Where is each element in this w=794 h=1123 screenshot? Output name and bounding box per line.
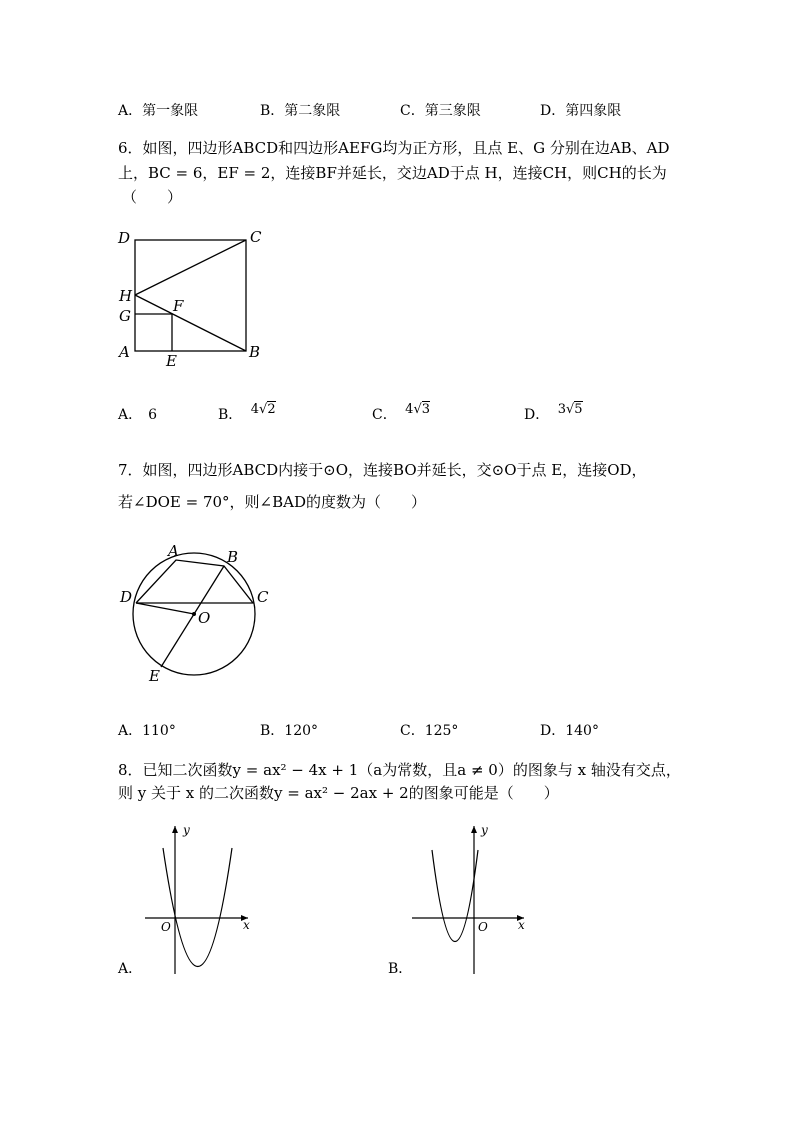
q6-line-2: 上，BC = 6，EF = 2，连接BF并延长，交边AD于点 H，连接CH，则CH的长为 [118, 164, 667, 182]
q6-line-3: （ ） [122, 188, 183, 206]
label-b: B [227, 548, 239, 566]
y-axis-arrow [471, 826, 477, 833]
graph-a-letter: A． [118, 961, 143, 977]
label-h: H [119, 287, 133, 305]
parabola [432, 850, 478, 942]
label-c: C [257, 588, 269, 606]
q5-option-b: B．第二象限 [260, 103, 341, 119]
label-f: F [173, 297, 184, 315]
graph-b-letter: B． [388, 961, 413, 977]
label-d: D [118, 229, 131, 247]
axis-y-label: y [183, 823, 190, 837]
q7-option-c: C．125° [400, 723, 459, 739]
axis-y-label: y [481, 823, 488, 837]
q6-option-d: D． 3√5 [524, 402, 583, 423]
q6-option-b: B． 4√2 [218, 402, 276, 423]
label-c: C [250, 228, 262, 246]
label-b: B [249, 343, 261, 361]
q6-option-a: A． 6 [118, 407, 158, 423]
q8-line-2: 则 y 关于 x 的二次函数y = ax² − 2ax + 2的图象可能是（ ） [118, 784, 559, 802]
origin-label: O [478, 920, 488, 934]
label-g: G [119, 307, 131, 325]
q7-option-d: D．140° [540, 723, 599, 739]
q8-line-1: 8．已知二次函数y = ax² − 4x + 1（a为常数，且a ≠ 0）的图象与 x 轴没有交点， [118, 761, 681, 779]
q7-option-b: B．120° [260, 723, 319, 739]
label-d: D [120, 588, 133, 606]
q5-option-c: C．第三象限 [400, 103, 481, 119]
origin-label: O [161, 920, 171, 934]
label-a: A [168, 542, 179, 560]
q7-line-1: 7．如图，四边形ABCD内接于⊙O，连接BO并延长，交⊙O于点 E，连接OD， [118, 461, 647, 479]
label-e: E [149, 667, 160, 685]
q6-option-c: C． 4√3 [372, 402, 431, 423]
q5-option-a: A．第一象限 [118, 103, 199, 119]
q5-option-d: D．第四象限 [540, 103, 622, 119]
axis-x-label: x [518, 918, 525, 932]
axis-x-label: x [243, 918, 250, 932]
q6-line-1: 6．如图，四边形ABCD和四边形AEFG均为正方形，且点 E、G 分别在边AB、AD [118, 139, 670, 157]
label-e: E [166, 352, 177, 370]
q7-option-a: A．110° [118, 723, 176, 739]
label-o: O [198, 609, 211, 627]
q7-line-2: 若∠DOE = 70°，则∠BAD的度数为（ ） [118, 493, 426, 511]
label-a: A [119, 343, 130, 361]
